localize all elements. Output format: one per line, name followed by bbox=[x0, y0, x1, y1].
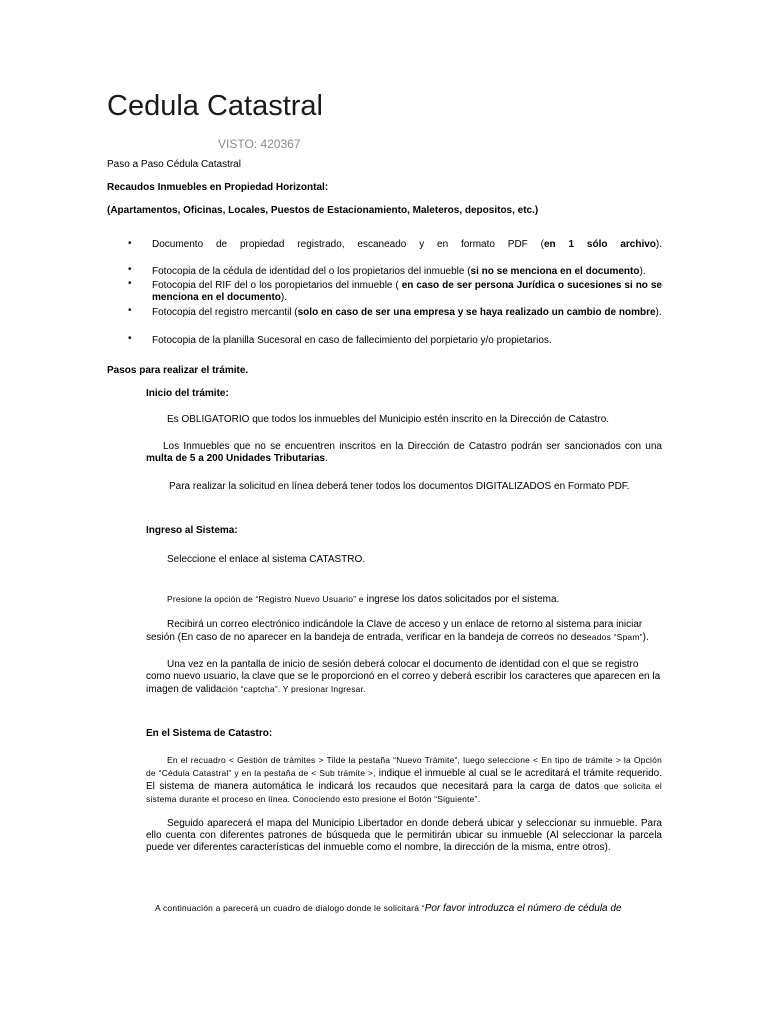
paragraph-text: Presione la opción de “Registro Nuevo Usuario” e bbox=[167, 594, 364, 604]
list-item-bold: en 1 sólo archivo bbox=[543, 239, 656, 250]
list-item-text: Fotocopia del registro mercantil ( bbox=[152, 307, 298, 318]
list-item-text-end: ). bbox=[655, 239, 662, 250]
sistema-heading: En el Sistema de Catastro: bbox=[146, 728, 273, 739]
paragraph-text: Recibirá un correo electrónico indicándole la Clave de acceso y un enlace de retorno al sistema para iniciar sesión (En caso de no aparecer en la bandeja de entrada, verificar en la bandeja de correos no des bbox=[146, 619, 643, 643]
recaudos-subheading: (Apartamentos, Oficinas, Locales, Puestos de Estacionamiento, Maleteros, depositos, etc.) bbox=[107, 205, 539, 216]
list-item-text-end: ). bbox=[639, 266, 646, 277]
view-count: VISTO: 420367 bbox=[218, 137, 301, 151]
paragraph-text-mid: indique el inmueble al cual se le acreditará el trámite requerido. El sistema de manera automática le indicará los recaudos que necesitará para la carga de datos bbox=[146, 768, 662, 792]
paragraph-text-end: ingrese los datos solicitados por el sistema. bbox=[363, 594, 560, 605]
paragraph-text: Una vez en la pantalla de inicio de sesión deberá colocar el documento de identidad con el que se registro como nuevo usuario, la clave que se le proporcionó en el correo y deberá escribir los caracteres que aparecen en la imagen de valida bbox=[146, 659, 661, 695]
paragraph-unavez bbox=[146, 659, 662, 696]
bullet-icon: • bbox=[128, 238, 132, 249]
paragraph-italic: Por favor introduzca el número de cédula de bbox=[424, 903, 622, 914]
paragraph-seguido: Seguido aparecerá el mapa del Municipio Libertador en donde deberá ubicar y seleccionar su inmueble. Para ello cuenta con diferentes patrones de búsqueda que le permitirán ubicar su inmueble (Al seleccionar la parcela puede ver diferentes características del inmueble como el nombre, la dirección de la misma, entre otros). bbox=[146, 818, 662, 853]
paragraph-presione bbox=[167, 593, 559, 606]
list-item-text-end: ). bbox=[280, 292, 288, 303]
list-item-text-end: ). bbox=[655, 307, 662, 318]
paragraph-obligatorio: Es OBLIGATORIO que todos los inmuebles del Municipio estén inscrito en la Dirección de Catastro. bbox=[167, 414, 610, 425]
pasos-heading: Pasos para realizar el trámite. bbox=[107, 365, 249, 376]
inicio-heading: Inicio del trámite: bbox=[146, 388, 229, 399]
paragraph-text-end: ción “captcha”. Y presionar Ingresar. bbox=[221, 684, 366, 694]
paragraph-text-end: que solicita el sistema durante el proceso en línea. Conociendo esto presione el Botón “Siguiente”. bbox=[146, 781, 662, 804]
paragraph-text: En el recuadro < Gestión de trámites > Tilde la pestaña “Nuevo Trámite”, luego seleccione < En tipo de trámite > la Opción de “Cédula Catastral” y en la pestaña de < Sub trámite >, bbox=[146, 755, 662, 778]
ingreso-heading: Ingreso al Sistema: bbox=[146, 525, 238, 536]
paragraph-text-end: ). bbox=[642, 632, 649, 643]
list-item-text: Fotocopia de la cédula de identidad del o los propietarios del inmueble ( bbox=[152, 266, 471, 277]
bullet-icon: • bbox=[128, 305, 132, 316]
paragraph-seleccione: Seleccione el enlace al sistema CATASTRO. bbox=[167, 554, 366, 565]
bullet-icon: • bbox=[128, 333, 132, 344]
paragraph-recibira bbox=[146, 619, 662, 644]
paragraph-bold: multa de 5 a 200 Unidades Tributarias bbox=[146, 453, 325, 464]
paragraph-text-mid: eados “Spam” bbox=[586, 632, 643, 642]
list-item-bold: en caso de ser persona Jurídica o sucesiones si no se menciona en el documento bbox=[152, 280, 662, 303]
bullet-icon: • bbox=[128, 264, 132, 275]
paragraph-text: Los Inmuebles que no se encuentren inscritos en la Dirección de Catastro podrán ser sancionados con una bbox=[163, 441, 662, 452]
list-item-text: Fotocopia de la planilla Sucesoral en caso de fallecimiento del porpietario y/o propietarios. bbox=[152, 335, 552, 346]
paragraph-recuadro bbox=[146, 754, 662, 806]
paragraph-text: A continuación a parecerá un cuadro de dialogo donde le solicitará “ bbox=[155, 903, 425, 913]
list-item-text: Documento de propiedad registrado, escaneado y en formato PDF ( bbox=[152, 239, 544, 250]
paragraph-inmuebles bbox=[146, 441, 662, 465]
subtitle: Paso a Paso Cédula Catastral bbox=[107, 159, 241, 170]
list-item-bold: solo en caso de ser una empresa y se haya realizado un cambio de nombre bbox=[297, 307, 656, 318]
list-item-bold: si no se menciona en el documento bbox=[470, 266, 640, 277]
list-item-text: Fotocopia del RIF del o los poropietarios del inmueble ( bbox=[152, 280, 402, 291]
bullet-icon: • bbox=[128, 278, 132, 289]
document-title: Cedula Catastral bbox=[107, 90, 323, 122]
recaudos-heading: Recaudos Inmuebles en Propiedad Horizontal: bbox=[107, 182, 329, 193]
paragraph-continuacion bbox=[155, 902, 622, 915]
paragraph-text-end: . bbox=[324, 453, 328, 464]
paragraph-solicitud: Para realizar la solicitud en línea deberá tener todos los documentos DIGITALIZADOS en Formato PDF. bbox=[169, 481, 630, 492]
